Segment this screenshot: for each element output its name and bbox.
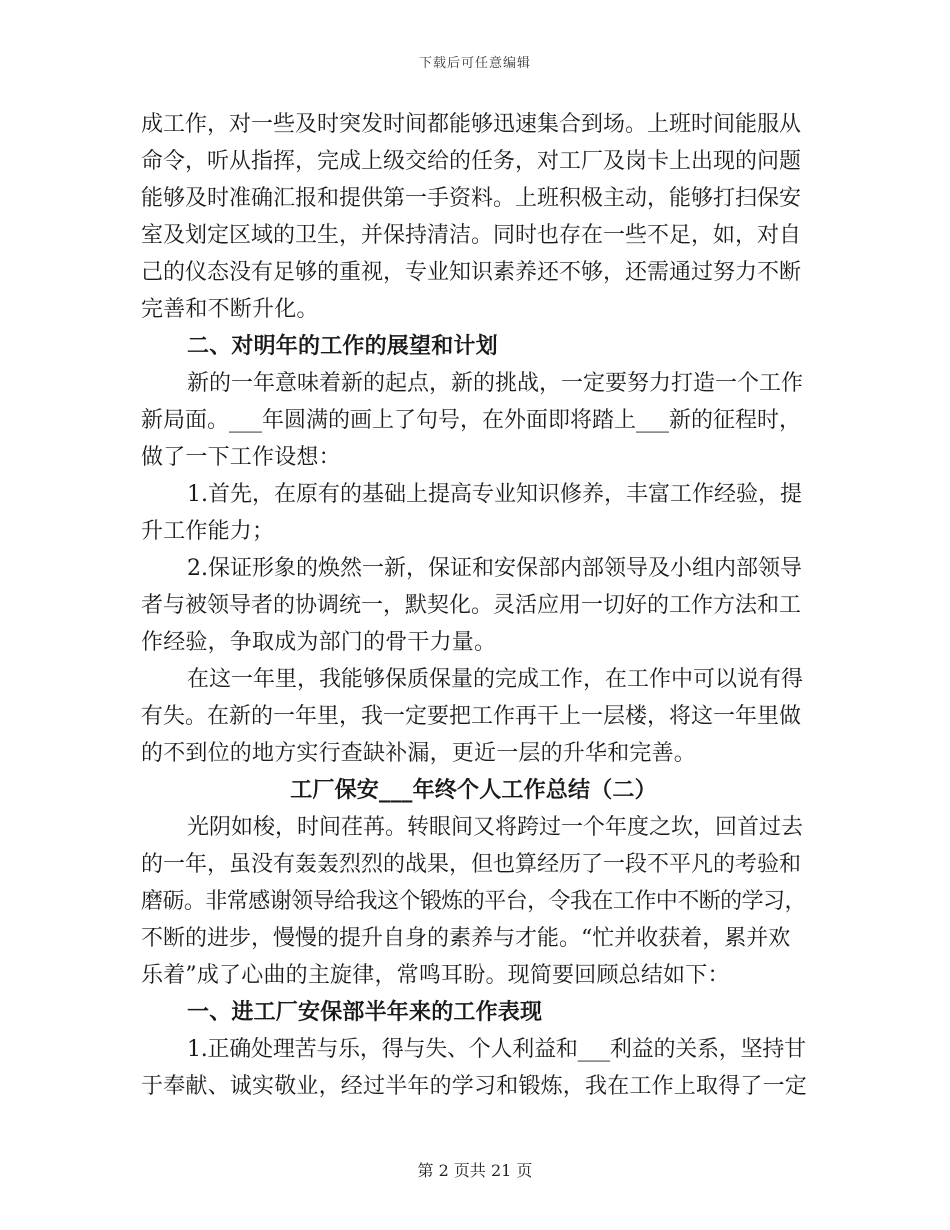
page-footer: 第 2 页共 21 页 xyxy=(417,1161,533,1180)
body-line: 2.保证形象的焕然一新，保证和安保部内部领导及小组内部领导 xyxy=(187,556,802,581)
document-body xyxy=(141,106,806,1105)
body-line: 完善和不断升化。 xyxy=(141,297,319,322)
body-line: 新局面。___年圆满的画上了句号，在外面即将踏上___新的征程时， xyxy=(141,408,802,433)
body-line: 光阴如梭，时间荏苒。转眼间又将跨过一个年度之坎，回首过去 xyxy=(187,815,804,840)
body-line: 磨砺。非常感谢领导给我这个锻炼的平台，令我在工作中不断的学习， xyxy=(141,889,806,914)
body-line: 的不到位的地方实行查缺补漏，更近一层的升华和完善。 xyxy=(141,741,697,766)
body-line: 乐着”成了心曲的主旋律，常鸣耳盼。现简要回顾总结如下： xyxy=(141,963,730,988)
body-line: 能够及时准确汇报和提供第一手资料。上班积极主动，能够打扫保安 xyxy=(141,186,802,211)
document-title: 工厂保安___年终个人工作总结（二） xyxy=(290,777,657,803)
body-line: 不断的进步，慢慢的提升自身的素养与才能。“忙并收获着，累并欢 xyxy=(141,926,791,951)
body-line: 命令，听从指挥，完成上级交给的任务，对工厂及岗卡上出现的问题 xyxy=(141,149,802,174)
section-heading: 二、对明年的工作的展望和计划 xyxy=(187,333,498,359)
page-header: 下载后可任意编辑 xyxy=(418,56,531,71)
body-line: 成工作，对一些及时突发时间都能够迅速集合到场。上班时间能服从 xyxy=(141,112,802,137)
body-line: 己的仪态没有足够的重视，专业知识素养还不够，还需通过努力不断 xyxy=(141,260,802,285)
body-line: 升工作能力； xyxy=(141,519,275,544)
body-line: 室及划定区域的卫生，并保持清洁。同时也存在一些不足，如，对自 xyxy=(141,223,802,248)
body-line: 作经验，争取成为部门的骨干力量。 xyxy=(141,630,497,655)
body-line: 者与被领导者的协调统一，默契化。灵活应用一切好的工作方法和工 xyxy=(141,593,802,618)
body-line: 1.首先，在原有的基础上提高专业知识修养，丰富工作经验，提 xyxy=(187,482,802,507)
body-line: 的一年，虽没有轰轰烈烈的战果，但也算经历了一段不平凡的考验和 xyxy=(141,852,802,877)
body-line: 新的一年意味着新的起点，新的挑战，一定要努力打造一个工作 xyxy=(187,371,804,396)
body-line: 做了一下工作设想： xyxy=(141,445,341,470)
section-heading: 一、进工厂安保部半年来的工作表现 xyxy=(187,999,543,1025)
body-line: 有失。在新的一年里，我一定要把工作再干上一层楼，将这一年里做 xyxy=(141,704,802,729)
body-line: 在这一年里，我能够保质保量的完成工作，在工作中可以说有得 xyxy=(187,667,804,692)
body-line: 于奉献、诚实敬业，经过半年的学习和锻炼，我在工作上取得了一定 xyxy=(141,1074,808,1099)
body-line: 1.正确处理苦与乐，得与失、个人利益和___利益的关系，坚持甘 xyxy=(187,1037,806,1062)
